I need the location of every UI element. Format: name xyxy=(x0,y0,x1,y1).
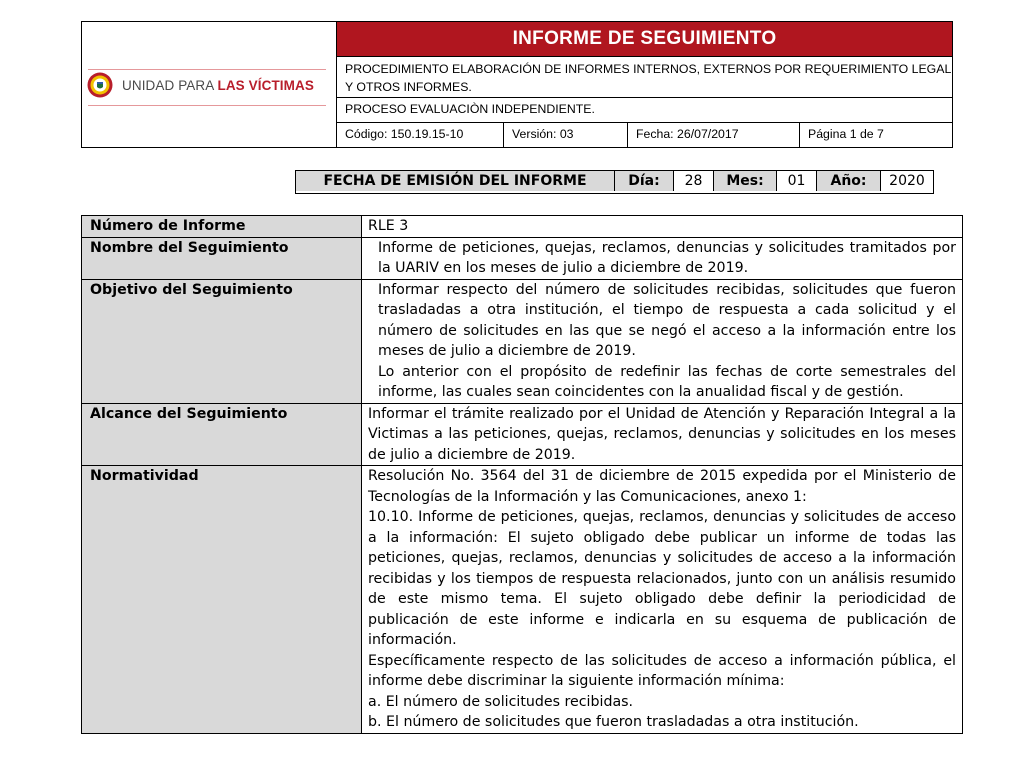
table-row xyxy=(82,466,963,734)
logo-cell xyxy=(82,22,337,147)
brand-name xyxy=(122,78,314,93)
colombia-seal-icon xyxy=(87,72,113,98)
procedimiento-text: PROCEDIMIENTO ELABORACIÓN DE INFORMES INTERNOS, EXTERNOS POR REQUERIMIENTO LEGAL Y OTROS INFORMES. xyxy=(337,56,952,97)
row-key: Objetivo del Seguimiento xyxy=(82,279,362,403)
anio-label: Año: xyxy=(817,171,881,191)
brand-prefix: UNIDAD PARA xyxy=(122,78,218,93)
report-info-rows xyxy=(82,216,963,734)
table-row xyxy=(82,403,963,466)
row-paragraph: Lo anterior con el propósito de redefinir las fechas de corte semestrales del informe, las cuales sean coincidentes con la anualidad fiscal y de gestión. xyxy=(378,363,956,400)
row-key: Número de Informe xyxy=(82,216,362,238)
pagina-cell: Página 1 de 7 xyxy=(808,127,884,141)
row-paragraph: Resolución No. 3564 del 31 de diciembre de 2015 expedida por el Ministerio de Tecnologías de la Información y las Comunicaciones, anexo 1: xyxy=(368,468,956,505)
row-paragraph: Informe de peticiones, quejas, reclamos, denuncias y solicitudes tramitados por la UARIV en los meses de julio a diciembre de 2019. xyxy=(378,239,956,276)
emission-label: FECHA DE EMISIÓN DEL INFORME xyxy=(296,171,615,191)
row-paragraph: 10.10. Informe de peticiones, quejas, reclamos, denuncias y solicitudes de acceso a la información: El sujeto obligado debe publicar un informe de todas las peticiones, quejas, reclamos, denuncias y solicitudes de acceso a la información recibidas y los tiempos de respuesta relacionados, junto con un análisis resumido de este mismo tema. El sujeto obligado debe definir la periodicidad de publicación de este informe e indicarla en su esquema de publicación de información. xyxy=(368,509,956,648)
table-row xyxy=(82,279,963,403)
logo-divider-bottom xyxy=(88,105,326,106)
mes-label: Mes: xyxy=(714,171,777,191)
codigo-cell: Código: 150.19.15-10 xyxy=(337,123,504,147)
dia-label: Día: xyxy=(615,171,674,191)
row-key: Nombre del Seguimiento xyxy=(82,237,362,279)
mes-value: 01 xyxy=(777,171,817,191)
row-value xyxy=(362,216,963,238)
row-paragraph: Informar el trámite realizado por el Unidad de Atención y Reparación Integral a la Victimas a las peticiones, quejas, reclamos, denuncias y solicitudes en los meses de julio a diciembre de 2019. xyxy=(368,405,956,463)
row-value xyxy=(362,237,963,279)
row-value xyxy=(362,279,963,403)
anio-value: 2020 xyxy=(889,173,925,189)
document-header xyxy=(81,21,953,148)
dia-value: 28 xyxy=(674,171,714,191)
fecha-cell: Fecha: 26/07/2017 xyxy=(628,123,800,147)
row-key: Alcance del Seguimiento xyxy=(82,403,362,466)
brand-emphasis: LAS VÍCTIMAS xyxy=(217,78,314,93)
table-row xyxy=(82,237,963,279)
row-paragraph: Informar respecto del número de solicitudes recibidas, solicitudes que fueron trasladadas a otra institución, el tiempo de respuesta a cada solicitud y el número de solicitudes en las que se negó el acceso a la información entre los meses de julio a diciembre de 2019. xyxy=(378,281,956,359)
logo-divider-top xyxy=(88,69,326,70)
row-value xyxy=(362,466,963,734)
row-paragraph: RLE 3 xyxy=(368,218,409,234)
report-title: INFORME DE SEGUIMIENTO xyxy=(337,22,952,56)
row-paragraph: b. El número de solicitudes que fueron trasladadas a otra institución. xyxy=(368,714,859,730)
emission-date-bar xyxy=(295,170,934,194)
row-paragraph: a. El número de solicitudes recibidas. xyxy=(368,693,634,710)
table-row xyxy=(82,216,963,238)
document-meta-row xyxy=(337,122,952,147)
version-cell: Versión: 03 xyxy=(504,123,628,147)
report-info-table xyxy=(81,215,963,734)
row-key: Normatividad xyxy=(82,466,362,734)
row-paragraph: Específicamente respecto de las solicitudes de acceso a información pública, el informe debe discriminar la siguiente información mínima: xyxy=(368,652,956,689)
proceso-text: PROCESO EVALUACIÒN INDEPENDIENTE. xyxy=(337,97,952,122)
row-value xyxy=(362,403,963,466)
